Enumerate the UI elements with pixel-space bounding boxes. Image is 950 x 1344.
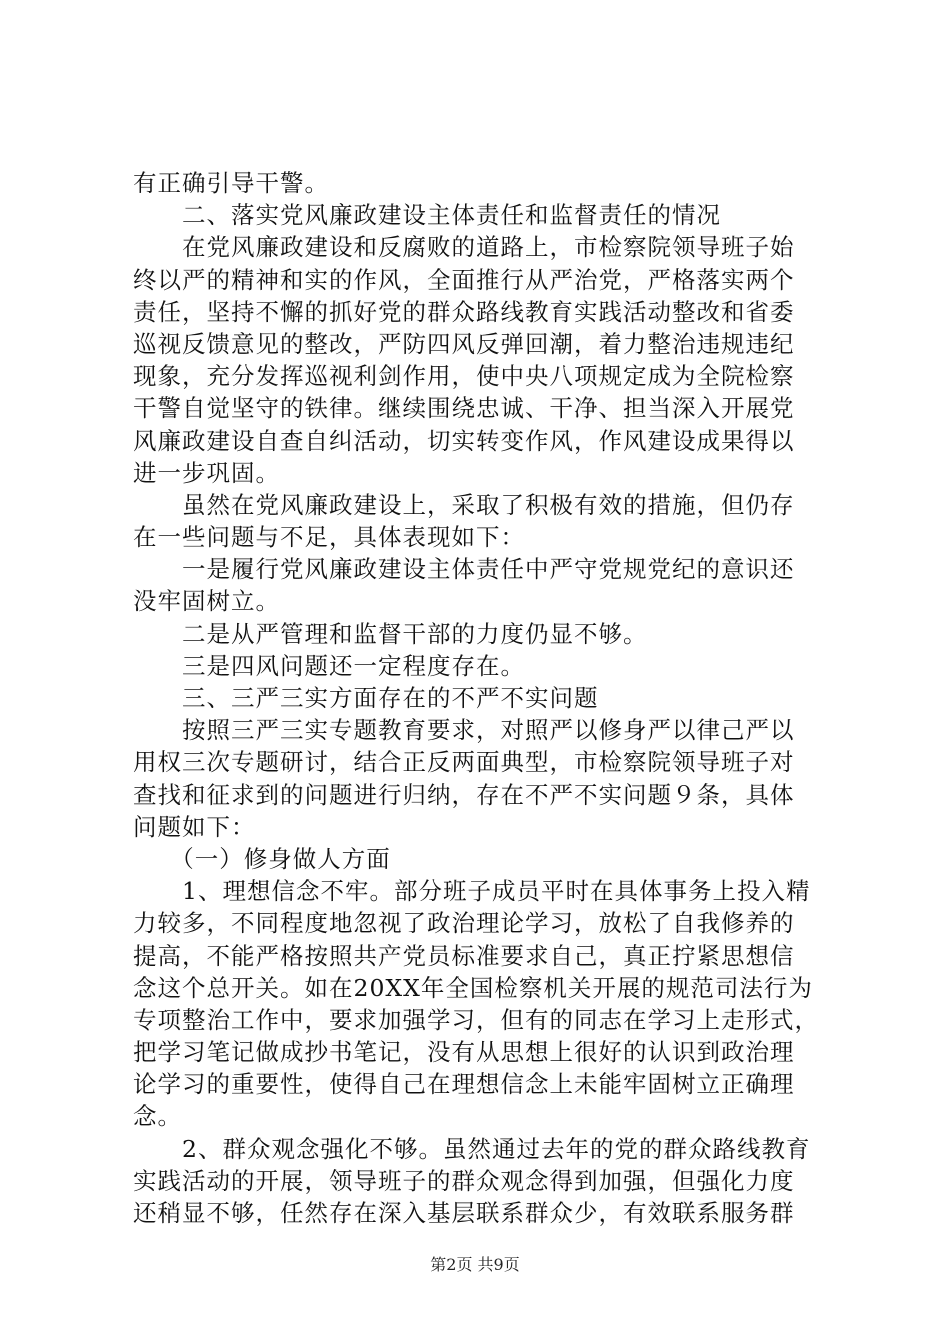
text-line: 在一些问题与不足，具体表现如下： <box>133 523 525 552</box>
text-line: 1、理想信念不牢。部分班子成员平时在具体事务上投入精 <box>133 877 811 906</box>
text-line: 责任，坚持不懈的抓好党的群众路线教育实践活动整改和省委 <box>133 297 795 326</box>
text-line: 念。 <box>133 1102 182 1131</box>
text-line: 提高，不能严格按照共产党员标准要求自己，真正拧紧思想信 <box>133 941 795 970</box>
subsection-heading: （一）修身做人方面 <box>133 844 391 873</box>
text-line: 一是履行党风廉政建设主体责任中严守党规党纪的意识还 <box>133 555 795 584</box>
text-line: 实践活动的开展，领导班子的群众观念得到加强，但强化力度 <box>133 1166 795 1195</box>
page-number-label: 第2页 共9页 <box>430 1255 520 1274</box>
section-heading: 三、三严三实方面存在的不严不实问题 <box>133 684 599 712</box>
text-line: 按照三严三实专题教育要求，对照严以修身严以律己严以 <box>133 716 795 745</box>
text-line: 没牢固树立。 <box>133 587 280 616</box>
text-line: 还稍显不够，任然存在深入基层联系群众少，有效联系服务群 <box>133 1199 795 1227</box>
text-line: 干警自觉坚守的铁律。继续围绕忠诚、干净、担当深入开展党 <box>133 394 795 423</box>
document-body <box>133 167 833 1229</box>
page-footer <box>0 1252 950 1275</box>
text-line: 进一步巩固。 <box>133 458 280 487</box>
text-line: 二是从严管理和监督干部的力度仍显不够。 <box>133 619 648 648</box>
text-line: 有正确引导干警。 <box>133 169 329 197</box>
text-line: 力较多，不同程度地忽视了政治理论学习，放松了自我修养的 <box>133 909 795 938</box>
text-line: 2、群众观念强化不够。虽然通过去年的党的群众路线教育 <box>133 1134 811 1163</box>
text-line: 把学习笔记做成抄书笔记，没有从思想上很好的认识到政治理 <box>133 1038 795 1067</box>
text-line: 问题如下： <box>133 812 256 841</box>
text-line: 念这个总开关。如在20XX年全国检察机关开展的规范司法行为 <box>133 973 813 1002</box>
text-line: 巡视反馈意见的整改，严防四风反弹回潮，着力整治违规违纪 <box>133 329 795 358</box>
text-line: 查找和征求到的问题进行归纳，存在不严不实问题９条，具体 <box>133 780 795 809</box>
text-line: 用权三次专题研讨，结合正反两面典型，市检察院领导班子对 <box>133 748 795 777</box>
text-line: 现象，充分发挥巡视利剑作用，使中央八项规定成为全院检察 <box>133 362 795 391</box>
text-line: 在党风廉政建设和反腐败的道路上，市检察院领导班子始 <box>133 233 795 262</box>
text-line: 风廉政建设自查自纠活动，切实转变作风，作风建设成果得以 <box>133 426 795 455</box>
text-line: 三是四风问题还一定程度存在。 <box>133 651 525 680</box>
text-line: 终以严的精神和实的作风，全面推行从严治党，严格落实两个 <box>133 265 795 294</box>
text-line: 虽然在党风廉政建设上，采取了积极有效的措施，但仍存 <box>133 490 795 519</box>
section-heading: 二、落实党风廉政建设主体责任和监督责任的情况 <box>133 201 721 230</box>
text-line: 专项整治工作中，要求加强学习，但有的同志在学习上走形式， <box>133 1005 819 1034</box>
text-line: 论学习的重要性，使得自己在理想信念上未能牢固树立正确理 <box>133 1070 795 1099</box>
